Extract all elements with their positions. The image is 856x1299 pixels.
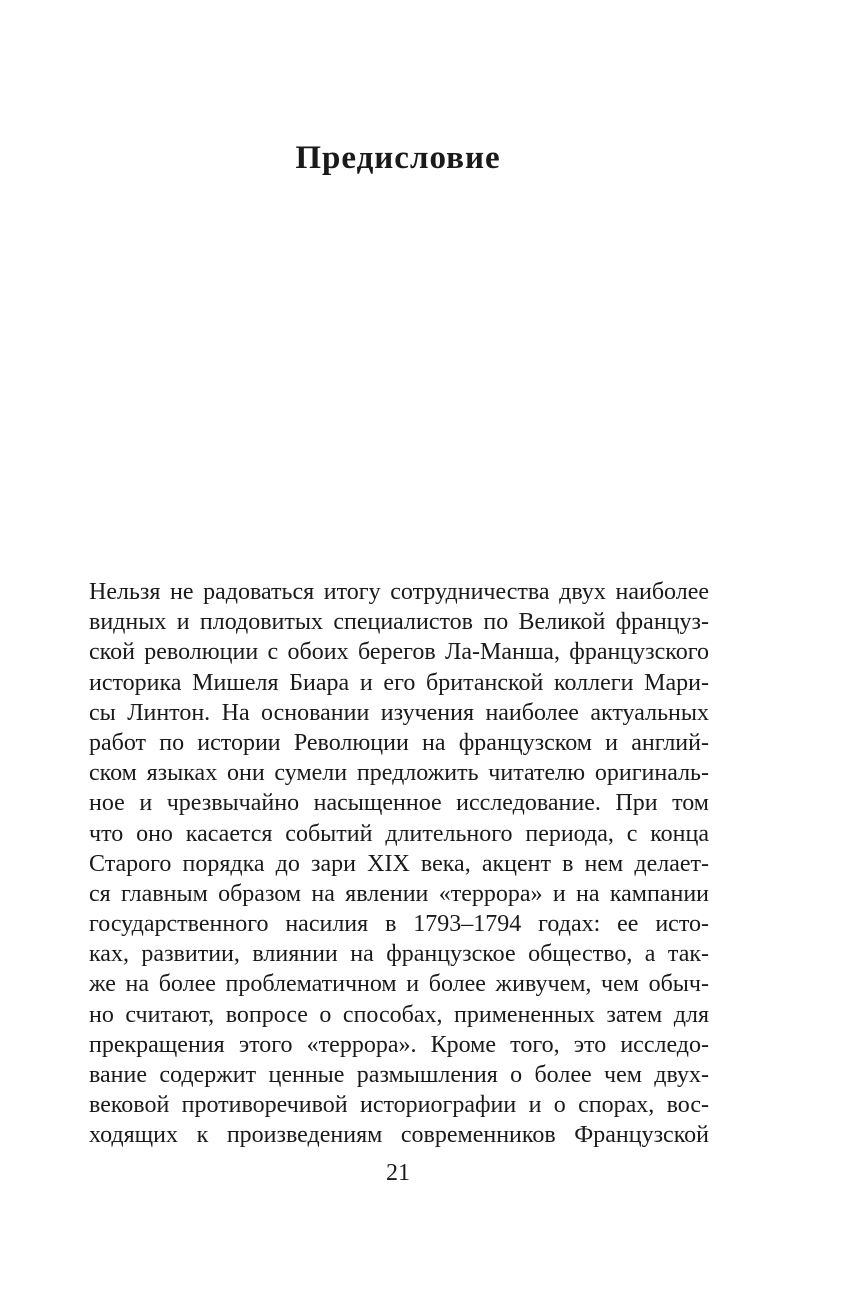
text-line: ках, развитии, влиянии на французское общество, а так- <box>89 941 709 968</box>
text-line: ся главным образом на явлении «террора» и на кампании <box>89 880 709 907</box>
text-line: что оно касается событий длительного периода, с конца <box>89 820 709 847</box>
page-number: 21 <box>386 1160 410 1186</box>
text-line: видных и плодовитых специалистов по Великой француз- <box>89 609 709 636</box>
text-line: историка Мишеля Биара и его британской коллеги Мари- <box>89 669 709 696</box>
text-line: вание содержит ценные размышления о более чем двух- <box>89 1062 709 1088</box>
text-line: ском языках они сумели предложить читателю оригиналь- <box>89 760 709 787</box>
text-line: Нельзя не радоваться итогу сотрудничества двух наиболее <box>89 579 709 605</box>
text-line: ходящих к произведениям современников Французской <box>89 1122 709 1149</box>
text-line: государственного насилия в 1793–1794 годах: ее исто- <box>89 911 709 938</box>
text-line: вековой противоречивой историографии и о спорах, вос- <box>89 1092 709 1119</box>
text-line: сы Линтон. На основании изучения наиболее актуальных <box>89 699 709 726</box>
chapter-title: Предисловие <box>295 140 501 176</box>
body-paragraph <box>89 577 709 1151</box>
text-line: работ по истории Революции на французском и англий- <box>89 729 709 756</box>
text-line: Старого порядка до зари XIX века, акцент в нем делает- <box>89 850 709 877</box>
text-line: же на более проблематичном и более живучем, чем обыч- <box>89 971 709 998</box>
text-line: но считают, вопросе о способах, примененных затем для <box>89 1001 709 1028</box>
text-line: ное и чрезвычайно насыщенное исследование. При том <box>89 790 709 817</box>
text-line: прекращения этого «террора». Кроме того, это исследо- <box>89 1031 709 1058</box>
text-line: ской революции с обоих берегов Ла-Манша, французского <box>89 639 709 666</box>
